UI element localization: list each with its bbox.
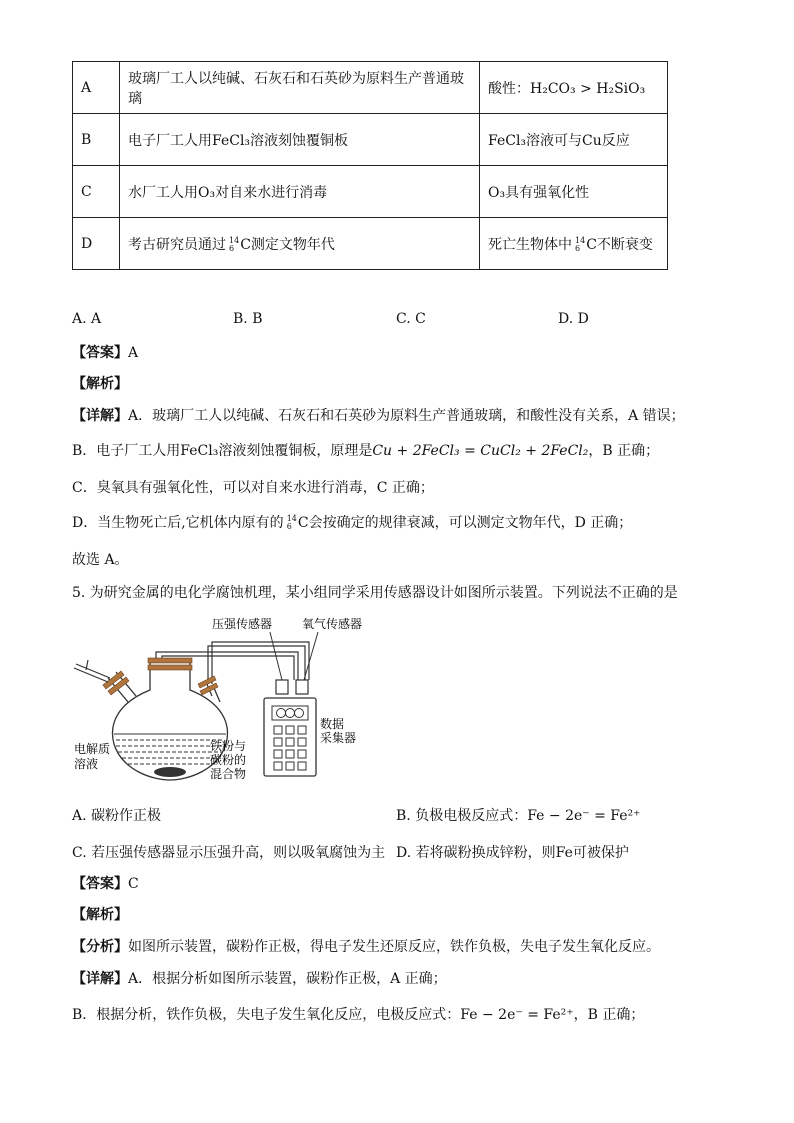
electrolyte-label-1: 电解质 xyxy=(74,742,111,756)
q5-detail-a: 【详解】A．根据分析如图所示装置，碳粉作正极，A 正确； xyxy=(72,971,447,987)
option-cell: B xyxy=(73,114,120,166)
stopcock-icon xyxy=(74,660,110,682)
isotope-notation: 14 6 xyxy=(286,514,297,531)
practice-cell: 玻璃厂工人以纯碱、石灰石和石英砂为原料生产普通玻璃 xyxy=(120,62,480,114)
knowledge-cell: 死亡生物体中 14 6 C不断衰变 xyxy=(480,218,668,270)
powder-label-3: 混合物 xyxy=(210,767,247,781)
detail-d: D．当生物死亡后,它机体内原有的 14 6 C会按确定的规律衰减，可以测定文物年代，D 正确； xyxy=(72,514,633,531)
data-collector xyxy=(264,698,316,776)
table-row xyxy=(73,114,668,166)
choice-a: A. A xyxy=(72,311,102,327)
q5-choice-d: D. 若将碳粉换成锌粉，则Fe可被保护 xyxy=(396,845,629,861)
knowledge-cell: O₃具有强氧化性 xyxy=(480,166,668,218)
knowledge-cell: FeCl₃溶液可与Cu反应 xyxy=(480,114,668,166)
table-row xyxy=(73,62,668,114)
table-row xyxy=(73,166,668,218)
detail-c: C．臭氧具有强氧化性，可以对自来水进行消毒，C 正确； xyxy=(72,480,434,496)
pressure-sensor-label: 压强传感器 xyxy=(212,617,273,631)
apparatus-figure xyxy=(70,612,370,784)
q5-choice-c: C. 若压强传感器显示压强升高，则以吸氧腐蚀为主 xyxy=(72,845,386,861)
q5-fenxi: 【分析】如图所示装置，碳粉作正极，得电子发生还原反应，铁作负极，失电子发生氧化反应。 xyxy=(72,939,660,955)
electrolyte-label-2: 溶液 xyxy=(74,757,99,771)
choice-d: D. D xyxy=(558,311,589,327)
q5-choice-a: A. 碳粉作正极 xyxy=(72,808,162,824)
collector-label-2: 采集器 xyxy=(320,731,357,745)
question-table xyxy=(72,61,668,270)
isotope-notation: 14 6 xyxy=(229,235,240,253)
q5-detail-b: B．根据分析，铁作负极，失电子发生氧化反应，电极反应式：Fe − 2e⁻ = Fe²⁺，B 正确； xyxy=(72,1007,645,1023)
q5-choice-b: B. 负极电极反应式：Fe − 2e⁻ = Fe²⁺ xyxy=(396,808,641,824)
choice-c: C. C xyxy=(396,311,426,327)
isotope-notation: 14 6 xyxy=(575,235,586,253)
powder-mixture xyxy=(154,767,186,777)
option-cell: A xyxy=(73,62,120,114)
collector-label-1: 数据 xyxy=(320,717,345,731)
detail-a: 【详解】A．玻璃厂工人以纯碱、石灰石和石英砂为原料生产普通玻璃，和酸性没有关系，A 错误； xyxy=(72,408,685,424)
option-cell: D xyxy=(73,218,120,270)
choice-b: B. B xyxy=(233,311,263,327)
practice-cell: 电子厂工人用FeCl₃溶液刻蚀覆铜板 xyxy=(120,114,480,166)
answer-line: 【答案】A xyxy=(72,345,139,361)
analysis-heading: 【解析】 xyxy=(72,376,128,392)
knowledge-cell: 酸性：H₂CO₃ > H₂SiO₃ xyxy=(480,62,668,114)
powder-label-1: 铁粉与 xyxy=(210,739,247,753)
detail-b: B．电子厂工人用FeCl₃溶液刻蚀覆铜板，原理是Cu + 2FeCl₃ = CuCl₂ + 2FeCl₂，B 正确； xyxy=(72,443,660,459)
oxygen-sensor-head xyxy=(296,680,308,694)
q5-analysis-heading: 【解析】 xyxy=(72,907,128,923)
practice-cell: 水厂工人用O₃对自来水进行消毒 xyxy=(120,166,480,218)
practice-cell: 考古研究员通过 14 6 C测定文物年代 xyxy=(120,218,480,270)
conclusion: 故选 A。 xyxy=(72,552,129,568)
pressure-sensor-head xyxy=(276,680,288,694)
table-row xyxy=(73,218,668,270)
powder-label-2: 碳粉的 xyxy=(210,753,247,767)
option-cell: C xyxy=(73,166,120,218)
question-5-stem: 5. 为研究金属的电化学腐蚀机理，某小组同学采用传感器设计如图所示装置。下列说法不正确的是 xyxy=(72,585,678,601)
q5-answer-line: 【答案】C xyxy=(72,876,139,892)
oxygen-sensor-label: 氧气传感器 xyxy=(302,617,363,631)
